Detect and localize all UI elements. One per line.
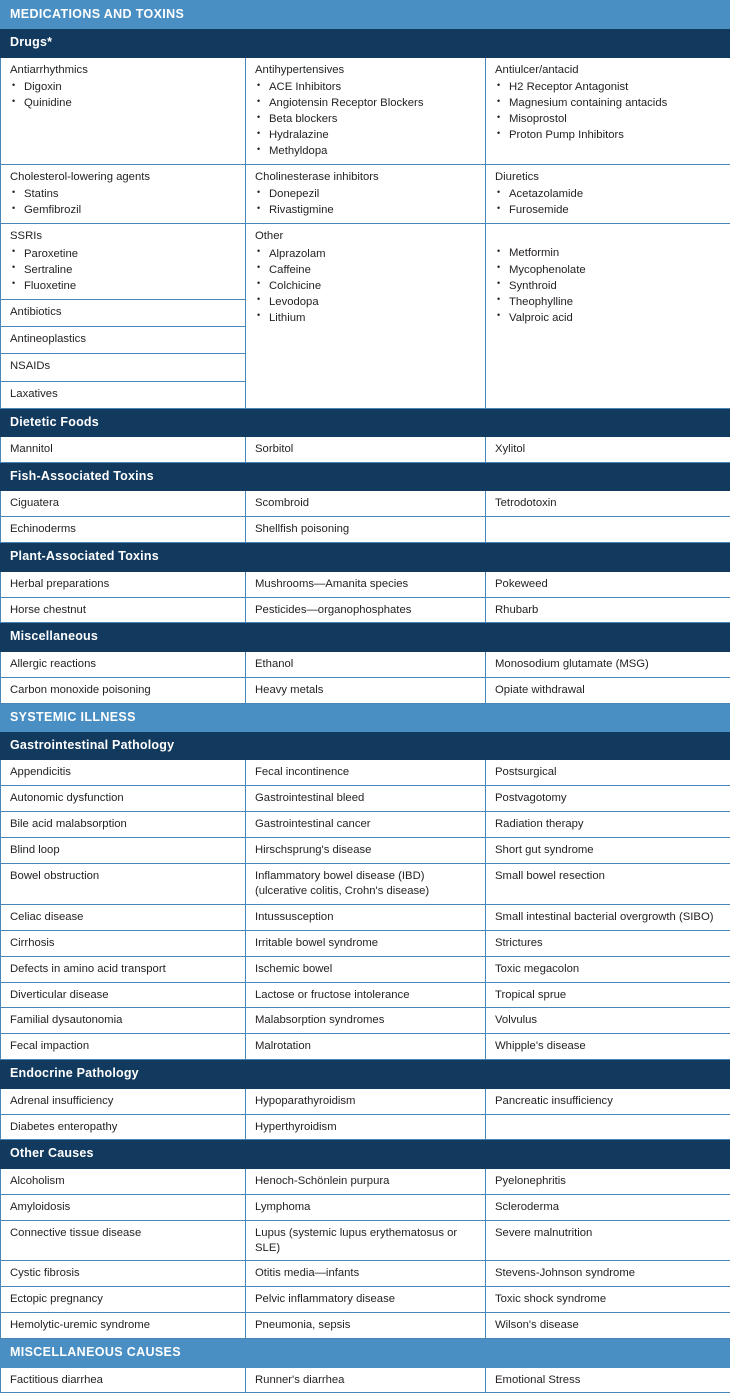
table-row <box>1 786 730 812</box>
drug-group-heading: Cholinesterase inhibitors <box>255 170 476 185</box>
table-cell: Gastrointestinal cancer <box>246 812 486 838</box>
table-cell: Short gut syndrome <box>486 838 730 864</box>
table-cell: Blind loop <box>1 838 246 864</box>
section-banner-gastrointestinal-pathology: Gastrointestinal Pathology <box>1 732 730 760</box>
table-cell: Heavy metals <box>246 677 486 703</box>
table-cell: Hyperthyroidism <box>246 1114 486 1140</box>
drug-group-cell <box>1 57 246 164</box>
section-banner-plant-associated-toxins: Plant-Associated Toxins <box>1 543 730 571</box>
drug-group-cell <box>486 165 730 224</box>
table-cell: Monosodium glutamate (MSG) <box>486 651 730 677</box>
drug-list <box>10 246 236 294</box>
table-cell: Ischemic bowel <box>246 956 486 982</box>
table-row <box>1 1367 730 1393</box>
drug-group-heading: Antiulcer/antacid <box>495 63 721 78</box>
table-cell: Defects in amino acid transport <box>1 956 246 982</box>
table-cell: Diverticular disease <box>1 982 246 1008</box>
table-row <box>1 838 730 864</box>
drug-list-item: • Fluoxetine <box>10 278 236 294</box>
drug-list-item: • Magnesium containing antacids <box>495 95 721 111</box>
drug-list-item: • Sertraline <box>10 262 236 278</box>
table-cell: Carbon monoxide poisoning <box>1 677 246 703</box>
drug-list <box>495 79 721 143</box>
table-cell: Malrotation <box>246 1034 486 1060</box>
drug-group-cell <box>246 57 486 164</box>
drug-group-cell <box>246 165 486 224</box>
table-cell: Toxic megacolon <box>486 956 730 982</box>
section-banner-fish-associated-toxins: Fish-Associated Toxins <box>1 463 730 491</box>
table-row <box>1 864 730 905</box>
table-cell: Radiation therapy <box>486 812 730 838</box>
table-cell: Irritable bowel syndrome <box>246 930 486 956</box>
table-cell: Tetrodotoxin <box>486 491 730 517</box>
section-banner-endocrine-pathology-row <box>1 1060 730 1088</box>
table-cell: Shellfish poisoning <box>246 517 486 543</box>
table-cell: Otitis media—infants <box>246 1261 486 1287</box>
table-cell: Henoch-Schönlein purpura <box>246 1168 486 1194</box>
section-banner-drugs-row <box>1 29 730 57</box>
drug-list-item: • Mycophenolate <box>495 262 721 278</box>
section-banner-miscellaneous-causes: MISCELLANEOUS CAUSES <box>1 1339 730 1367</box>
table-cell: Postvagotomy <box>486 786 730 812</box>
table-cell: Autonomic dysfunction <box>1 786 246 812</box>
table-cell: Malabsorption syndromes <box>246 1008 486 1034</box>
table-row <box>1 491 730 517</box>
table-cell: Celiac disease <box>1 904 246 930</box>
drug-stack-row <box>1 354 245 381</box>
table-row <box>1 571 730 597</box>
table-cell: Connective tissue disease <box>1 1220 246 1261</box>
drug-list-item: • Metformin <box>495 245 721 261</box>
table-cell: Scombroid <box>246 491 486 517</box>
table-cell: Fecal impaction <box>1 1034 246 1060</box>
table-row <box>1 517 730 543</box>
section-banner-dietetic-foods-row <box>1 408 730 436</box>
drug-group-heading: Antiarrhythmics <box>10 63 236 78</box>
section-banner-endocrine-pathology: Endocrine Pathology <box>1 1060 730 1088</box>
drug-list-item: • Paroxetine <box>10 246 236 262</box>
drug-list-item: • H2 Receptor Antagonist <box>495 79 721 95</box>
drug-list-item: • Proton Pump Inhibitors <box>495 127 721 143</box>
table-cell: Pelvic inflammatory disease <box>246 1287 486 1313</box>
drug-row-1 <box>1 57 730 164</box>
drug-group-heading: Antihypertensives <box>255 63 476 78</box>
table-cell <box>486 517 730 543</box>
table-cell: Strictures <box>486 930 730 956</box>
drug-list <box>495 245 721 325</box>
drug-group-heading: Laxatives <box>10 387 236 402</box>
table-cell: Gastrointestinal bleed <box>246 786 486 812</box>
table-row <box>1 956 730 982</box>
section-banner-dietetic-foods: Dietetic Foods <box>1 408 730 436</box>
drug-group-heading: Antineoplastics <box>10 332 236 347</box>
table-body <box>1 1 730 1393</box>
table-cell: Xylitol <box>486 437 730 463</box>
table-cell: Toxic shock syndrome <box>486 1287 730 1313</box>
drug-group-heading: Diuretics <box>495 170 721 185</box>
drug-stack-row <box>1 381 245 408</box>
table-row <box>1 1114 730 1140</box>
drug-list <box>255 186 476 218</box>
drug-list <box>10 186 236 218</box>
table-cell: Bile acid malabsorption <box>1 812 246 838</box>
table-row <box>1 597 730 623</box>
drug-group-cell <box>1 354 245 381</box>
drug-group-cell <box>1 165 246 224</box>
table-cell: Ethanol <box>246 651 486 677</box>
section-banner-miscellaneous-causes-row <box>1 1339 730 1367</box>
table-cell: Whipple's disease <box>486 1034 730 1060</box>
table-row <box>1 760 730 786</box>
drug-list-item: • Gemfibrozil <box>10 202 236 218</box>
drug-group-cell <box>246 224 486 408</box>
drug-stack-row <box>1 224 245 299</box>
table-row <box>1 982 730 1008</box>
table-cell: Alcoholism <box>1 1168 246 1194</box>
drug-list-item: • Theophylline <box>495 294 721 310</box>
drug-list-item: • Caffeine <box>255 262 476 278</box>
drug-list-item: • Misoprostol <box>495 111 721 127</box>
drug-group-heading: Other <box>255 229 476 244</box>
table-cell: Stevens-Johnson syndrome <box>486 1261 730 1287</box>
table-cell: Rhubarb <box>486 597 730 623</box>
drug-row-3 <box>1 224 730 408</box>
drug-list-item: • Colchicine <box>255 278 476 294</box>
table-cell: Allergic reactions <box>1 651 246 677</box>
table-cell: Appendicitis <box>1 760 246 786</box>
drug-list-item: • Levodopa <box>255 294 476 310</box>
drug-list <box>255 79 476 159</box>
drug-group-cell <box>1 327 245 354</box>
table-cell: Hypoparathyroidism <box>246 1088 486 1114</box>
section-banner-miscellaneous-row <box>1 623 730 651</box>
table-cell: Small bowel resection <box>486 864 730 905</box>
drug-group-cell <box>1 299 245 326</box>
table-cell: Sorbitol <box>246 437 486 463</box>
section-banner-medications-and-toxins-row <box>1 1 730 29</box>
table-cell: Postsurgical <box>486 760 730 786</box>
table-row <box>1 1287 730 1313</box>
drug-stack-cell <box>1 224 246 408</box>
table-cell: Fecal incontinence <box>246 760 486 786</box>
table-cell: Diabetes enteropathy <box>1 1114 246 1140</box>
drug-group-cell <box>486 57 730 164</box>
table-row <box>1 1088 730 1114</box>
table-cell: Lupus (systemic lupus erythematosus or SLE) <box>246 1220 486 1261</box>
drug-group-heading: NSAIDs <box>10 359 236 374</box>
table-cell: Inflammatory bowel disease (IBD) (ulcerative colitis, Crohn's disease) <box>246 864 486 905</box>
table-row <box>1 812 730 838</box>
table-cell: Runner's diarrhea <box>246 1367 486 1393</box>
section-banner-systemic-illness-row <box>1 703 730 731</box>
drug-list-item: • Furosemide <box>495 202 721 218</box>
drug-list-item: • Acetazolamide <box>495 186 721 202</box>
drug-list-item: • Quinidine <box>10 95 236 111</box>
table-cell: Pesticides—organophosphates <box>246 597 486 623</box>
table-cell: Opiate withdrawal <box>486 677 730 703</box>
table-row <box>1 1168 730 1194</box>
drug-list-item: • Valproic acid <box>495 310 721 326</box>
table-cell: Pyelonephritis <box>486 1168 730 1194</box>
table-cell: Volvulus <box>486 1008 730 1034</box>
section-banner-plant-associated-toxins-row <box>1 543 730 571</box>
drug-list-item: • Alprazolam <box>255 246 476 262</box>
drug-group-cell <box>486 224 730 408</box>
table-cell: Severe malnutrition <box>486 1220 730 1261</box>
table-cell: Bowel obstruction <box>1 864 246 905</box>
table-cell: Horse chestnut <box>1 597 246 623</box>
drug-group-heading: Antibiotics <box>10 305 236 320</box>
drug-list-item: • Rivastigmine <box>255 202 476 218</box>
drug-list <box>495 186 721 218</box>
table-cell: Scleroderma <box>486 1194 730 1220</box>
table-row <box>1 930 730 956</box>
table-cell: Herbal preparations <box>1 571 246 597</box>
table-cell: Mushrooms—Amanita species <box>246 571 486 597</box>
table-row <box>1 1034 730 1060</box>
table-cell: Hirschsprung's disease <box>246 838 486 864</box>
table-row <box>1 904 730 930</box>
drug-row-2 <box>1 165 730 224</box>
table-cell: Intussusception <box>246 904 486 930</box>
drug-list-item: • Angiotensin Receptor Blockers <box>255 95 476 111</box>
section-banner-systemic-illness: SYSTEMIC ILLNESS <box>1 703 730 731</box>
drug-group-heading: Cholesterol-lowering agents <box>10 170 236 185</box>
table-cell: Pancreatic insufficiency <box>486 1088 730 1114</box>
section-banner-other-causes: Other Causes <box>1 1140 730 1168</box>
drug-list-item: • Donepezil <box>255 186 476 202</box>
table-row <box>1 1194 730 1220</box>
drug-list-item: • Statins <box>10 186 236 202</box>
table-row <box>1 1008 730 1034</box>
table-cell: Ectopic pregnancy <box>1 1287 246 1313</box>
drug-list-item: • Digoxin <box>10 79 236 95</box>
table-cell: Pokeweed <box>486 571 730 597</box>
table-cell: Familial dysautonomia <box>1 1008 246 1034</box>
section-banner-gastrointestinal-pathology-row <box>1 732 730 760</box>
table-cell: Pneumonia, sepsis <box>246 1313 486 1339</box>
drug-list <box>10 79 236 111</box>
table-cell: Echinoderms <box>1 517 246 543</box>
section-banner-other-causes-row <box>1 1140 730 1168</box>
table-cell: Small intestinal bacterial overgrowth (SIBO) <box>486 904 730 930</box>
table-row <box>1 437 730 463</box>
drug-list-item: • Lithium <box>255 310 476 326</box>
drug-list-item: • Synthroid <box>495 278 721 294</box>
table-cell: Hemolytic-uremic syndrome <box>1 1313 246 1339</box>
section-banner-fish-associated-toxins-row <box>1 463 730 491</box>
table-cell: Amyloidosis <box>1 1194 246 1220</box>
table-cell: Factitious diarrhea <box>1 1367 246 1393</box>
section-banner-medications-and-toxins: MEDICATIONS AND TOXINS <box>1 1 730 29</box>
table-row <box>1 677 730 703</box>
section-banner-miscellaneous: Miscellaneous <box>1 623 730 651</box>
drug-list-item: • Methyldopa <box>255 143 476 159</box>
drug-stack-row <box>1 327 245 354</box>
table-cell: Ciguatera <box>1 491 246 517</box>
drug-list-item: • ACE Inhibitors <box>255 79 476 95</box>
drug-list-item: • Beta blockers <box>255 111 476 127</box>
drug-group-cell <box>1 224 245 299</box>
table-cell: Lactose or fructose intolerance <box>246 982 486 1008</box>
table-cell <box>486 1114 730 1140</box>
table-cell: Tropical sprue <box>486 982 730 1008</box>
table-cell: Mannitol <box>1 437 246 463</box>
drug-list <box>255 246 476 326</box>
table-cell: Lymphoma <box>246 1194 486 1220</box>
drug-list-item: • Hydralazine <box>255 127 476 143</box>
table-cell: Adrenal insufficiency <box>1 1088 246 1114</box>
table-cell: Cystic fibrosis <box>1 1261 246 1287</box>
drug-stack-row <box>1 299 245 326</box>
table-row <box>1 1261 730 1287</box>
table-cell: Emotional Stress <box>486 1367 730 1393</box>
table-cell: Cirrhosis <box>1 930 246 956</box>
table-row <box>1 651 730 677</box>
table-cell: Wilson's disease <box>486 1313 730 1339</box>
table-row <box>1 1220 730 1261</box>
section-banner-drugs: Drugs* <box>1 29 730 57</box>
drug-group-cell <box>1 381 245 408</box>
drug-group-heading: SSRIs <box>10 229 236 244</box>
